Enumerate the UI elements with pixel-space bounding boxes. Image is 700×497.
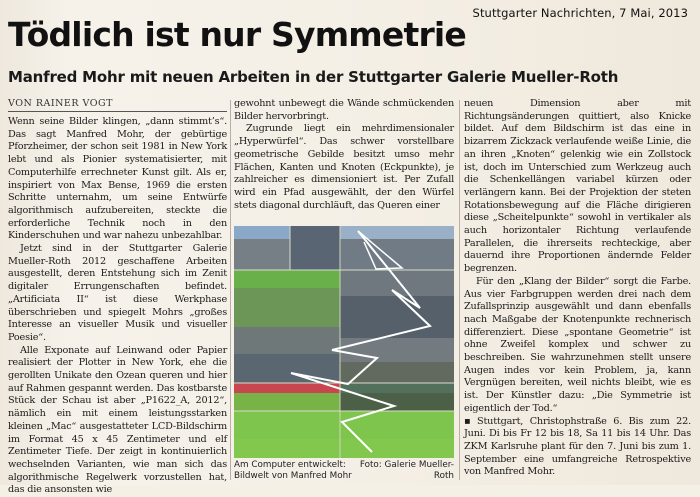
paragraph: gewohnt unbewegt die Wände schmückenden Bilder hervorbringt. — [234, 98, 454, 122]
exhibition-details: Stuttgart, Christophstraße 6. Bis zum 22. Juni. Di bis Fr 12 bis 18, Sa 11 bis 14 Uhr. Das ZKM Karlsruhe plant für den 7. Juni bis zum 1. September eine umfangreiche Retrospektive von Manfred Mohr. — [464, 415, 691, 478]
column-rule — [230, 100, 231, 480]
column-rule — [459, 100, 460, 480]
article-column-3 — [464, 98, 691, 482]
bullet-icon: ▪ — [464, 415, 475, 427]
artwork-field — [340, 296, 454, 338]
artwork-field — [340, 393, 454, 411]
byline: VON RAINER VOGT — [8, 98, 227, 112]
artwork-field — [340, 226, 454, 239]
artwork-field — [234, 393, 340, 411]
artwork-field — [234, 288, 340, 327]
article-column-1 — [8, 116, 227, 496]
artwork-field — [234, 439, 454, 458]
artwork-field — [340, 338, 454, 362]
image-caption: Am Computer entwickelt: Bildwelt von Manfred Mohr — [234, 460, 352, 481]
artwork-image — [234, 226, 454, 458]
paragraph: Alle Exponate auf Leinwand oder Papier realisiert der Plotter in New York, ehe die gerollten Unikate den Ozean queren und hier auf Rahmen gespannt werden. Das kostbarste Stück der Schau ist aber „P1622_A, 2012“, nämlich ein mit einem leistungsstarken kleinen „Mac“ ausgestatteter LCD-Bildschirm im Format 45 x 45 Zentimeter und elf Zentimeter Tiefe. Der zeigt in kontinuierlich wechselnden Varianten, wie man sich das algorithmische Regelwerk vorzustellen hat, das die ansonsten wie — [8, 344, 227, 496]
article-column-2 — [234, 98, 454, 223]
artwork-field — [340, 362, 454, 383]
artwork-field — [290, 226, 340, 270]
paragraph: Für den „Klang der Bilder“ sorgt die Farbe. Aus vier Farbgruppen werden drei nach dem Zufallsprinzip ausgewählt und dann ebenfalls nach Maßgabe der Knotenpunkte rechnerisch differenziert. Diese „spontane Geometrie“ ist ohne Zweifel komplex und schwer zu beschreiben. Sie wahrzunehmen stellt unsere Augen indes vor kein Problem, ja, kann Vergnügen bereiten, weil nichts bleibt, wie es ist. Der Künstler dazu: „Die Symmetrie ist eigentlich der Tod.“ — [464, 275, 691, 414]
source-line: Stuttgarter Nachrichten, 7 Mai, 2013 — [472, 6, 688, 20]
hypercube-artwork — [234, 226, 454, 458]
artwork-field — [234, 270, 340, 288]
artwork-field — [340, 239, 454, 270]
headline: Tödlich ist nur Symmetrie — [8, 15, 467, 54]
artwork-field — [340, 383, 454, 393]
exhibition-info-text — [464, 416, 691, 480]
paragraph: neuen Dimension aber mit Richtungsänderungen quittiert, also Knicke bildet. Auf dem Bildschirm ist das eine in bizarrem Zickzack verlaufende weiße Linie, die an ihren „Knoten“ gelenkig wie ein Zollstock ist, doch im Unterschied zum Werkzeug auch die Schenkellängen variabel kürzen oder verlängern kann. Bei der Projektion der steten Rotationsbewegung auf die Fläche dirigieren diese „Scheitelpunkte“ sowohl in vertikaler als auch horizontaler Richtung verlaufende Parallelen, die ihrerseits rechteckige, aber dauernd ihre Proportionen ändernde Felder begrenzen. — [464, 98, 691, 275]
artwork-field — [234, 226, 290, 239]
paragraph: Wenn seine Bilder klingen, „dann stimmt’s“. Das sagt Manfred Mohr, der gebürtige Pforzheimer, der schon seit 1981 in New York lebt und als Pionier systematisierter, mit Computerhilfe errechneter Kunst gilt. Als er, inspiriert von Max Bense, 1969 die ersten Schritte unternahm, um seine Entwürfe algorithmisch aufzubereiten, steckte die erforderliche Technik noch in den Kinderschuhen und war nahezu unbezahlbar. — [8, 116, 227, 242]
subheadline: Manfred Mohr mit neuen Arbeiten in der Stuttgarter Galerie Mueller-Roth — [8, 68, 619, 86]
artwork-field — [234, 327, 340, 354]
paragraph: Zugrunde liegt ein mehrdimensionaler „Hyperwürfel“. Das schwer vorstellbare geometrische Gebilde besitzt umso mehr Flächen, Kanten und Knoten (Eckpunkte), je zahlreicher es dimensioniert ist. Per Zufall wird ein Pfad ausgewählt, der den Würfel stets diagonal durchläuft, das Queren einer — [234, 123, 454, 211]
exhibition-info — [464, 416, 691, 480]
paragraph: Jetzt sind in der Stuttgarter Galerie Mueller-Roth 2012 geschaffene Arbeiten ausgestellt, deren Entstehung sich im Zenit digitaler Errungenschaften befindet. „Artificiata II“ ist diese Werkphase überschrieben und spiegelt Mohrs „großes Interesse an visueller Musik und visueller Poesie“. — [8, 243, 227, 343]
photo-credit: Foto: Galerie Mueller-Roth — [359, 460, 454, 481]
